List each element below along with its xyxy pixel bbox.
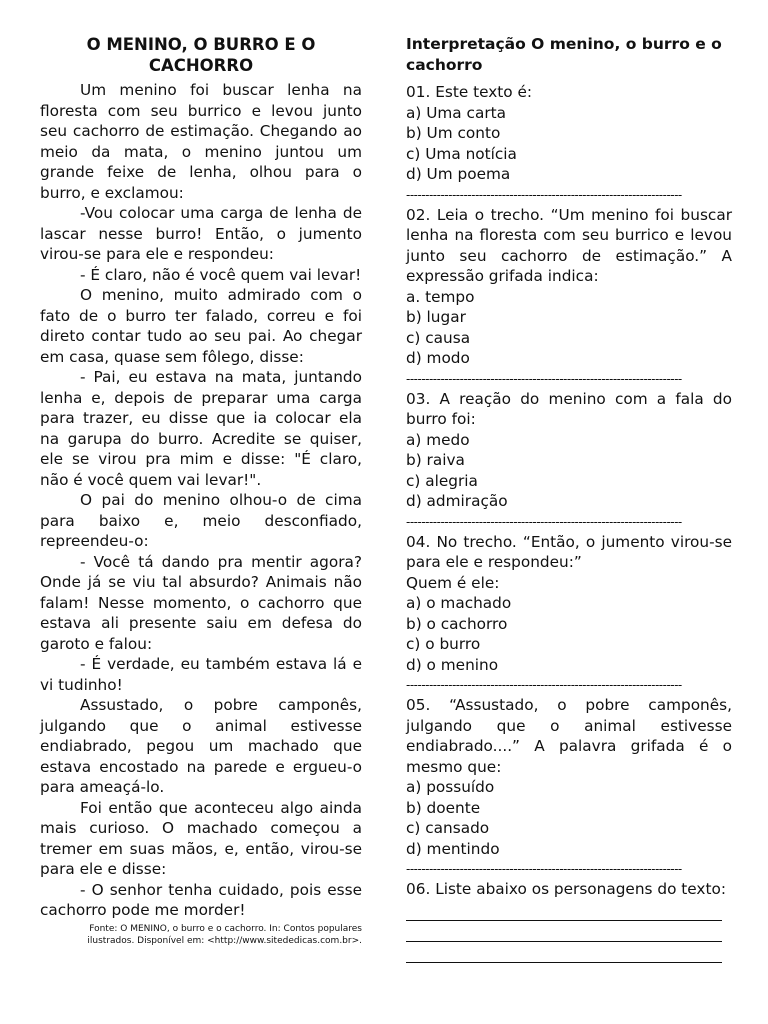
story-paragraph: O pai do menino olhou-o de cima para baixo e, meio desconfiado, repreendeu-o: [40,491,362,550]
divider: ------------------------------------------------------------------------ [406,678,682,692]
divider: ------------------------------------------------------------------------ [406,514,682,529]
answer-option[interactable]: a) Uma carta [406,103,506,122]
story-paragraph: - Você tá dando pra mentir agora? Onde já se viu tal absurdo? Animais não falam! Nesse momento, o cachorro que estava ali presente saiu em defesa do garoto e falou: [40,552,362,653]
answer-option[interactable]: d) admiração [406,492,508,510]
answer-line[interactable] [406,942,722,963]
question-2 [406,205,732,369]
answer-option[interactable]: d) modo [406,349,470,367]
divider: ------------------------------------------------------------------------ [406,862,682,876]
story-column [40,34,362,947]
question-text: 03. A reação do menino com a fala do burro foi: [406,389,732,428]
answer-option[interactable]: a) medo [406,430,470,449]
answer-option[interactable]: b) Um conto [406,124,501,142]
answer-option[interactable]: c) cansado [406,819,490,837]
answer-option[interactable]: c) o burro [406,635,481,653]
question-5 [406,695,732,859]
story-paragraph: Foi então que aconteceu algo ainda mais curioso. O machado começou a tremer em suas mãos, e, então, virou-se para ele e disse: [40,798,362,878]
question-1 [406,82,732,185]
source-line: ilustrados. Disponível em: <http://www.sitededicas.com.br>. [87,935,362,946]
quiz-title: Interpretação O menino, o burro e o cachorro [406,35,722,74]
answer-option[interactable]: b) doente [406,798,481,817]
answer-option[interactable]: b) raiva [406,451,465,469]
story-paragraph: O menino, muito admirado com o fato de o burro ter falado, correu e foi direto contar tudo ao seu pai. Ao chegar em casa, quase sem fôlego, disse: [40,286,362,366]
question-3 [406,389,732,512]
answer-option[interactable]: d) Um poema [406,165,511,183]
question-text: 02. Leia o trecho. “Um menino foi buscar lenha na floresta com seu burrico e levou junto seu cachorro de estimação.” A expressão grifada indica: [406,205,732,285]
answer-option[interactable]: a) possuído [406,778,495,796]
question-subtext: Quem é ele: [406,573,500,592]
answer-option[interactable]: d) mentindo [406,839,500,858]
question-text: 05. “Assustado, o pobre camponês, julgando que o animal estivesse endiabrado....” A palavra grifada é o mesmo que: [406,696,732,776]
divider: ------------------------------------------------------------------------ [406,371,682,386]
quiz-column [406,34,732,963]
story-paragraph: - Pai, eu estava na mata, juntando lenha e, depois de preparar uma carga para trazer, eu disse que ia colocar ela na garupa do burro. Acredite se quiser, ele se virou pra mim e disse: "É claro, não é você quem vai levar!". [40,368,362,489]
question-4 [406,532,732,676]
story-paragraph: Assustado, o pobre camponês, julgando que o animal estivesse endiabrado, pegou um machado que estava encostado na parede e ergueu-o para ameaçá-lo. [40,696,362,796]
question-text: 01. Este texto é: [406,83,533,101]
answer-option[interactable]: a. tempo [406,287,475,306]
divider: ------------------------------------------------------------------------ [406,187,682,202]
answer-line[interactable] [406,900,722,921]
story-title: O MENINO, O BURRO E O CACHORRO [86,35,316,75]
story-paragraph: -Vou colocar uma carga de lenha de lascar nesse burro! Então, o jumento virou-se para ele e respondeu: [40,204,362,263]
story-body [40,80,362,921]
answer-option[interactable]: c) alegria [406,471,478,490]
answer-option[interactable]: c) Uma notícia [406,144,517,163]
answer-line[interactable] [406,921,722,942]
answer-option[interactable]: c) causa [406,328,471,347]
story-paragraph: - É claro, não é você quem vai levar! [80,265,362,284]
question-6 [406,879,732,963]
answer-option[interactable]: d) o menino [406,655,499,674]
story-paragraph: - É verdade, eu também estava lá e vi tudinho! [40,655,362,694]
story-paragraph: - O senhor tenha cuidado, pois esse cachorro pode me morder! [40,880,362,919]
source-line: Fonte: O MENINO, o burro e o cachorro. In: Contos populares [89,923,362,934]
source-citation [40,923,362,947]
answer-option[interactable]: a) o machado [406,594,512,612]
question-text: 04. No trecho. “Então, o jumento virou-se para ele e respondeu:” [406,532,732,571]
answer-option[interactable]: b) lugar [406,308,466,326]
story-paragraph: Um menino foi buscar lenha na floresta com seu burrico e levou junto seu cachorro de estimação. Chegando ao meio da mata, o menino juntou um grande feixe de lenha, olhou para o burro, e exclamou: [40,81,362,202]
answer-option[interactable]: b) o cachorro [406,614,508,633]
question-text: 06. Liste abaixo os personagens do texto: [406,880,726,898]
